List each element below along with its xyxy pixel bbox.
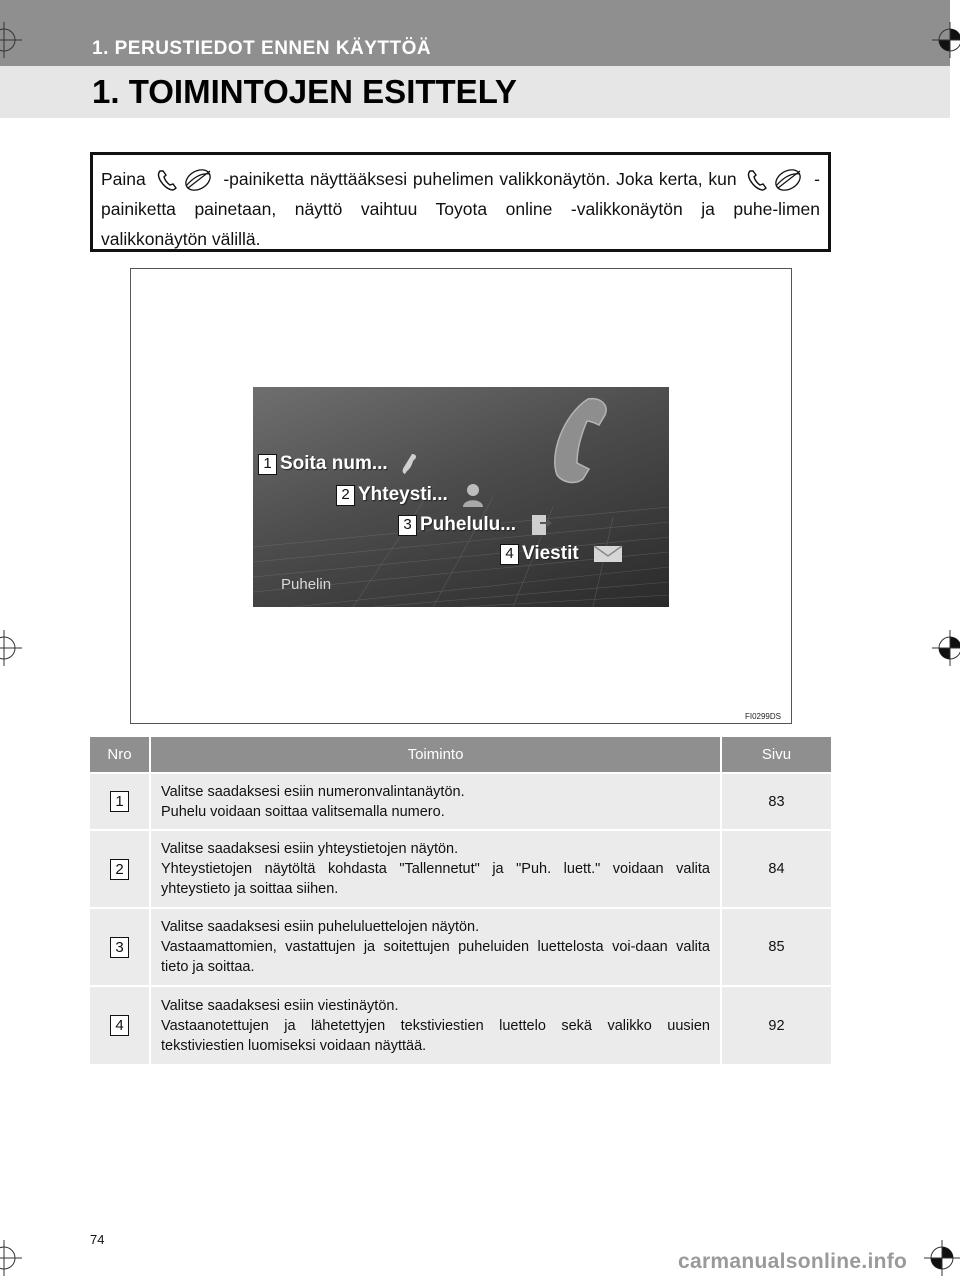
figure-code: FI0299DS <box>744 712 781 721</box>
description-line: Valitse saadaksesi esiin yhteystietojen näytön. <box>161 841 459 857</box>
screen-item-messages[interactable] <box>500 543 623 565</box>
description-line: Valitse saadaksesi esiin numeronvalintanäytön. <box>161 783 465 800</box>
description-line: Vastaamattomien, vastattujen ja soitettujen puheluiden luettelosta voi-daan valita tieto ja soittaa. <box>161 939 710 975</box>
row-description <box>150 908 721 986</box>
row-number: 1 <box>110 791 129 812</box>
row-page: 83 <box>721 773 831 830</box>
intro-text-3: -painiketta painetaan, näyttö vaihtuu Toyota online -valikkonäytön ja puhe-limen valikkonäytön välillä. <box>101 169 820 249</box>
table-row <box>90 986 831 1064</box>
table-header-row <box>90 737 831 773</box>
intro-text-2: -painiketta näyttääksesi puhelimen valikkonäytön. Joka kerta, kun <box>223 169 737 189</box>
watermark[interactable]: carmanualsonline.info <box>678 1250 908 1273</box>
crop-mark-icon <box>0 22 22 58</box>
row-description <box>150 986 721 1064</box>
screen-item-call-history[interactable] <box>398 513 552 537</box>
table-row <box>90 830 831 908</box>
chapter-bar <box>0 0 950 66</box>
screen-item-dial[interactable] <box>258 453 418 475</box>
crop-mark-icon <box>924 1240 960 1276</box>
screen-footer: Puhelin <box>281 576 332 593</box>
description-line: Puhelu voidaan soittaa valitsemalla numero. <box>161 803 445 820</box>
phone-menu-screen <box>253 387 669 607</box>
description-line: Valitse saadaksesi esiin puheluluettelojen näytön. <box>161 919 480 935</box>
header-sivu: Sivu <box>721 737 831 773</box>
row-number: 3 <box>110 937 129 958</box>
description-line: Vastaanotettujen ja lähetettyjen tekstiviestien luettelo sekä valikko uusien tekstiviestien luomiseksi voidaan näyttää. <box>161 1017 710 1054</box>
row-description <box>150 830 721 908</box>
chapter-title: 1. PERUSTIEDOT ENNEN KÄYTTÖÄ <box>92 38 432 59</box>
row-number: 2 <box>110 859 129 880</box>
intro-box <box>90 152 831 252</box>
screen-item-label: Yhteysti... <box>358 484 448 505</box>
crop-mark-icon <box>0 1240 22 1276</box>
contact-person-icon <box>462 483 484 507</box>
description-line: Valitse saadaksesi esiin viestinäytön. <box>161 997 399 1014</box>
function-table <box>90 737 831 1064</box>
phone-button-icon <box>156 168 214 192</box>
description-line: Yhteystietojen näytöltä kohdasta "Tallennetut" ja "Puh. luett." voidaan valita yhteystieto ja soittaa siihen. <box>161 861 710 897</box>
section-title: 1. TOIMINTOJEN ESITTELY <box>92 73 517 110</box>
crop-mark-icon <box>0 630 22 666</box>
envelope-icon <box>593 544 623 564</box>
row-description <box>150 773 721 830</box>
intro-text-1: Paina <box>101 169 146 189</box>
large-phone-icon <box>543 395 613 485</box>
table-row <box>90 908 831 986</box>
row-number: 4 <box>110 1015 129 1036</box>
row-page: 92 <box>721 986 831 1064</box>
header-nro: Nro <box>90 737 150 773</box>
number-badge: 4 <box>500 544 519 565</box>
screen-item-contacts[interactable] <box>336 483 484 507</box>
phone-button-icon <box>746 168 804 192</box>
screen-item-label: Viestit <box>522 543 579 564</box>
figure-frame <box>130 268 792 724</box>
number-badge: 3 <box>398 515 417 536</box>
call-history-icon <box>530 513 552 537</box>
header-toiminto: Toiminto <box>150 737 721 773</box>
phone-handset-icon <box>402 453 418 475</box>
screen-item-label: Soita num... <box>280 453 388 474</box>
crop-mark-icon <box>932 630 960 666</box>
number-badge: 1 <box>258 454 277 475</box>
row-page: 85 <box>721 908 831 986</box>
row-page: 84 <box>721 830 831 908</box>
page-number: 74 <box>90 1232 105 1247</box>
number-badge: 2 <box>336 485 355 506</box>
table-row <box>90 773 831 830</box>
screen-item-label: Puhelulu... <box>420 514 517 535</box>
crop-mark-icon <box>932 22 960 58</box>
